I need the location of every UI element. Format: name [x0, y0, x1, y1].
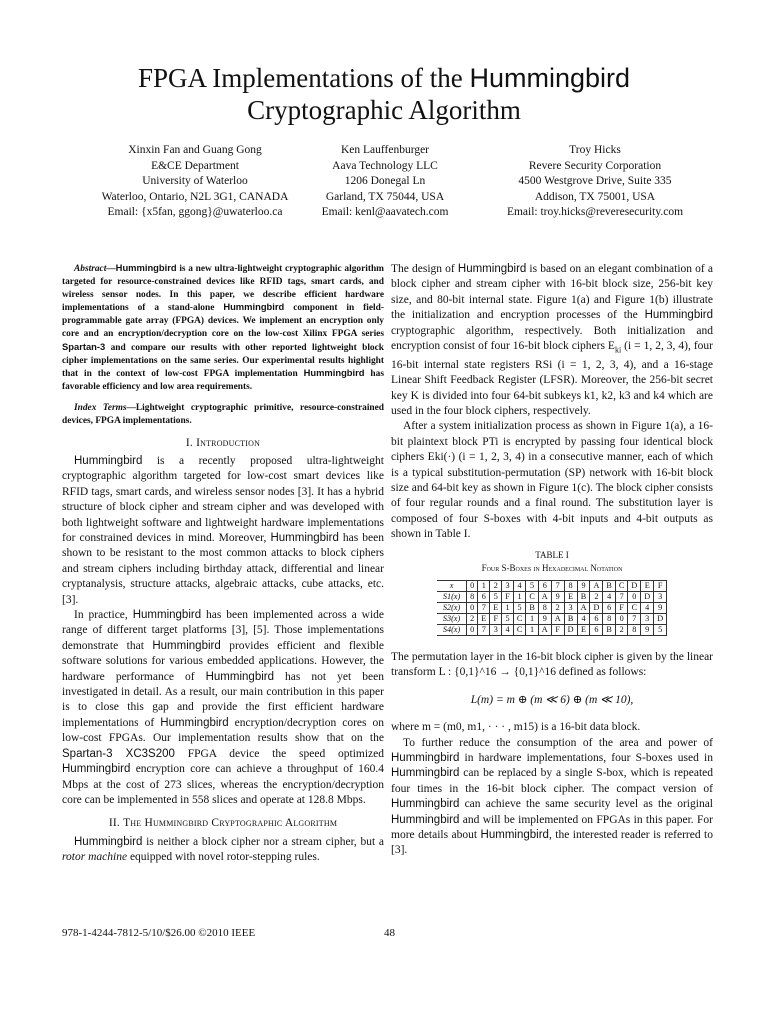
author-affiliation: Revere Security Corporation	[528, 159, 662, 172]
table-cell: C	[513, 625, 525, 636]
table-row-label: S4(x)	[437, 625, 467, 636]
copyright-footer: 978-1-4244-7812-5/10/$26.00 ©2010 IEEE	[62, 927, 256, 939]
table-cell: 5	[526, 581, 538, 592]
table-row-label: S1(x)	[437, 592, 467, 603]
table-cell: 6	[603, 603, 615, 614]
table-cell: 8	[603, 614, 615, 625]
table-cell: 7	[478, 603, 490, 614]
author-affiliation: E&CE Department	[151, 159, 239, 172]
page-number: 48	[384, 927, 395, 939]
table-cell: 6	[590, 614, 603, 625]
table-cell: C	[513, 614, 525, 625]
table-cell: 5	[654, 625, 667, 636]
table-cell: 4	[502, 625, 514, 636]
table-cell: 5	[513, 603, 525, 614]
table-cell: 5	[502, 614, 514, 625]
author-address: Waterloo, Ontario, N2L 3G1, CANADA	[101, 190, 289, 203]
table-cell: 2	[615, 625, 627, 636]
table-cell: C	[615, 581, 627, 592]
table-cell: 0	[467, 603, 478, 614]
table-cell: A	[551, 614, 564, 625]
table-cell: C	[526, 592, 538, 603]
table-cell: 0	[467, 625, 478, 636]
table-cell: 5	[490, 592, 502, 603]
table-cell: 6	[538, 581, 551, 592]
table-cell: 1	[526, 625, 538, 636]
author-address: 1206 Donegal Ln	[344, 175, 426, 187]
table-cell: F	[615, 603, 627, 614]
right-paragraph-2: After a system initialization process as shown in Figure 1(a), a 16-bit plaintext block PTi is encrypted by passing four identical block ciphers Eki(·) (i = 1, 2, 3, 4) in a consecutive manner, each of which is a typical substitution-permutation (SP) network with 16-bit block size and 64-bit key as shown in Figure 1(c). The block cipher consists of four regular rounds and a final round. The substitution layer is composed of four S-boxes with 4-bit inputs and 4-bit outputs as shown in Table I.	[391, 420, 713, 541]
right-paragraph-1: The design of Hummingbird is based on an elegant combination of a block cipher and stream cipher with 16-bit block size, 256-bit key size, and 80-bit internal state. Figure 1(a) and Figure 1(b) illustrate the initialization and encryption processes of the Hummingbird cryptographic algorithm, respectively. Both initialization and encryption consist of four 16-bit block ciphers $E_{ki}$ (i = 1, 2, 3, 4), four 16-bit internal state registers RSi (i = 1, 2, 3, 4), and a 16-stage Linear Shift Feedback Register (LFSR). Moreover, the 256-bit secret key K is divided into four 64-bit subkeys k1, k2, k3 and k4 which are used in the four block ciphers, respectively.	[391, 263, 713, 417]
index-terms: Index Terms—Lightweight cryptographic primitive, resource-constrained devices, FPGA implementations.	[62, 402, 385, 426]
table-cell: 4	[603, 592, 615, 603]
author-address: 4500 Westgrove Drive, Suite 335	[518, 175, 672, 187]
table-cell: 7	[478, 625, 490, 636]
table-cell: B	[603, 625, 615, 636]
table-cell: 6	[590, 625, 603, 636]
sbox-table	[437, 580, 667, 636]
author-affiliation: Aava Technology LLC	[332, 159, 438, 172]
table-cell: E	[577, 625, 590, 636]
table-cell: B	[577, 592, 590, 603]
table-cell: 7	[551, 581, 564, 592]
table-header-row	[437, 581, 667, 592]
author-email: Email: troy.hicks@reveresecurity.com	[506, 206, 684, 218]
table-cell: 8	[564, 581, 577, 592]
table-cell: A	[577, 603, 590, 614]
table-cell: A	[590, 581, 603, 592]
right-paragraph-3: The permutation layer in the 16-bit block cipher is given by the linear transform L : {0,1}^16 → {0,1}^16 defined as follows:	[391, 651, 713, 679]
table-cell: F	[654, 581, 667, 592]
table-cell: 6	[478, 592, 490, 603]
table-subtitle: Four S-Boxes in Hexadecimal Notation	[481, 562, 623, 573]
table-cell: D	[641, 592, 654, 603]
table-cell: 3	[641, 614, 654, 625]
abstract: Abstract—Hummingbird is a new ultra-lightweight cryptographic algorithm targeted for resource-constrained devices like RFID tags, smart cards, and wireless sensor nodes. In this paper, we describe efficient hardware implementations of a stand-alone Hummingbird component in field-programmable gate array (FPGA) devices. We implement an encryption only core and an encryption/decryption core on the low-cost Xilinx FPGA series Spartan-3 and compare our results with other reported lightweight block cipher implementations on the same series. Our experimental results highlight that in the context of low-cost FPGA implementation Hummingbird has favorable efficiency and low area requirements.	[62, 262, 384, 393]
table-cell: E	[478, 614, 490, 625]
author-name: Ken Lauffenburger	[340, 144, 430, 156]
table-row-label: x	[437, 581, 467, 592]
table-cell: B	[526, 603, 538, 614]
table-cell: B	[564, 614, 577, 625]
author-name: Troy Hicks	[569, 144, 621, 156]
table-cell: 8	[538, 603, 551, 614]
right-paragraph-5: To further reduce the consumption of the area and power of Hummingbird in hardware implementations, four S-boxes used in Hummingbird can be replaced by a single S-box, which is repeated four times in the 16-bit block cipher. The compact version of Hummingbird can achieve the same security level as the original Hummingbird and will be implemented on FPGAs in this paper. For more details about Hummingbird, the interested reader is referred to [3].	[391, 736, 713, 857]
table-cell: 8	[628, 625, 641, 636]
table-cell: 2	[551, 603, 564, 614]
table-cell: 0	[615, 614, 627, 625]
table-cell: 4	[641, 603, 654, 614]
table-cell: 1	[526, 614, 538, 625]
section2-paragraph-1: Hummingbird is neither a block cipher nor a stream cipher, but a rotor machine equipped with novel rotor-stepping rules.	[62, 835, 384, 864]
table-cell: 4	[577, 614, 590, 625]
table-cell: 8	[467, 592, 478, 603]
table-cell: A	[538, 592, 551, 603]
table-cell: 3	[490, 625, 502, 636]
table-cell: B	[603, 581, 615, 592]
equation: L(m) = m ⊕ (m ≪ 6) ⊕ (m ≪ 10),	[470, 693, 634, 706]
table-cell: 7	[628, 614, 641, 625]
table-cell: 3	[502, 581, 514, 592]
table-cell: 9	[641, 625, 654, 636]
table-cell: 9	[577, 581, 590, 592]
table-cell: F	[502, 592, 514, 603]
table-cell: 7	[615, 592, 627, 603]
author-block-1	[70, 143, 320, 221]
table-cell: E	[641, 581, 654, 592]
title-line1: FPGA Implementations of the Hummingbird	[137, 63, 631, 93]
table-cell: 0	[628, 592, 641, 603]
table-cell: F	[551, 625, 564, 636]
table-cell: 3	[564, 603, 577, 614]
title-line2: Cryptographic Algorithm	[247, 95, 521, 125]
table-cell: E	[564, 592, 577, 603]
author-address: Garland, TX 75044, USA	[325, 190, 445, 203]
table-cell: 1	[478, 581, 490, 592]
table-cell: 2	[590, 592, 603, 603]
author-address: Addison, TX 75001, USA	[534, 190, 656, 203]
title-algorithm-name: Hummingbird	[469, 63, 631, 93]
author-name: Xinxin Fan and Guang Gong	[128, 144, 262, 156]
table-row	[437, 603, 667, 614]
table-caption: TABLE I	[535, 549, 569, 560]
table-cell: 4	[513, 581, 525, 592]
table-row	[437, 614, 667, 625]
table-row	[437, 625, 667, 636]
table-cell: C	[628, 603, 641, 614]
author-affiliation: University of Waterloo	[142, 175, 248, 187]
table-cell: D	[628, 581, 641, 592]
table-row-label: S3(x)	[437, 614, 467, 625]
table-cell: D	[564, 625, 577, 636]
section-heading-introduction: I. Introduction	[185, 436, 261, 449]
table-cell: 9	[551, 592, 564, 603]
table-cell: F	[490, 614, 502, 625]
author-email: Email: kenl@aavatech.com	[321, 206, 449, 218]
table-cell: A	[538, 625, 551, 636]
author-block-3	[470, 143, 720, 221]
table-cell: 2	[467, 614, 478, 625]
right-column	[391, 262, 713, 859]
intro-paragraph-2: In practice, Hummingbird has been implemented across a wide range of different target platforms [3], [5]. Those implementations demonstrate that Hummingbird provides efficient and flexible software solutions for various embedded applications. However, the hardware performance of Hummingbird has not yet been investigated in detail. As a result, our main contribution in this paper is to close this gap and provide the first efficient hardware implementations of Hummingbird encryption/decryption cores on low-cost FPGAs. Our implementation results show that on the Spartan-3 XC3S200 FPGA device the speed optimized Hummingbird encryption core can achieve a throughput of 160.4 Mbps at the cost of 273 slices, whereas the encryption/decryption core can be implemented in 558 slices and operate at 128.8 Mbps.	[62, 609, 385, 806]
table-cell: 0	[467, 581, 478, 592]
table-cell: 1	[513, 592, 525, 603]
table-cell: 9	[538, 614, 551, 625]
table-cell: D	[654, 614, 667, 625]
right-paragraph-4: where m = (m0, m1, · · · , m15) is a 16-bit data block.	[391, 721, 641, 734]
paper-title	[30, 62, 738, 126]
table-cell: 9	[654, 603, 667, 614]
author-block-2	[300, 143, 470, 221]
table-row	[437, 592, 667, 603]
section-heading-algorithm: II. The Hummingbird Cryptographic Algorithm	[108, 817, 338, 830]
table-row-label: S2(x)	[437, 603, 467, 614]
table-cell: 2	[490, 581, 502, 592]
author-email: Email: {x5fan, ggong}@uwaterloo.ca	[107, 206, 283, 218]
table-cell: 1	[502, 603, 514, 614]
intro-paragraph-1: Hummingbird is a recently proposed ultra-lightweight cryptographic algorithm targeted for low-cost smart devices like RFID tags, smart cards, and wireless sensor nodes [3]. It has a hybrid structure of block cipher and stream cipher and was developed with both lightweight software and lightweight hardware implementations for constrained devices in mind. Moreover, Hummingbird has been shown to be resistant to the most common attacks to block ciphers and stream ciphers including birthday attack, differential and linear cryptanalysis, structure attacks, algebraic attacks, cube attacks, etc. [3].	[62, 454, 384, 606]
table-cell: 3	[654, 592, 667, 603]
table-cell: E	[490, 603, 502, 614]
table-cell: D	[590, 603, 603, 614]
left-column	[62, 262, 384, 866]
